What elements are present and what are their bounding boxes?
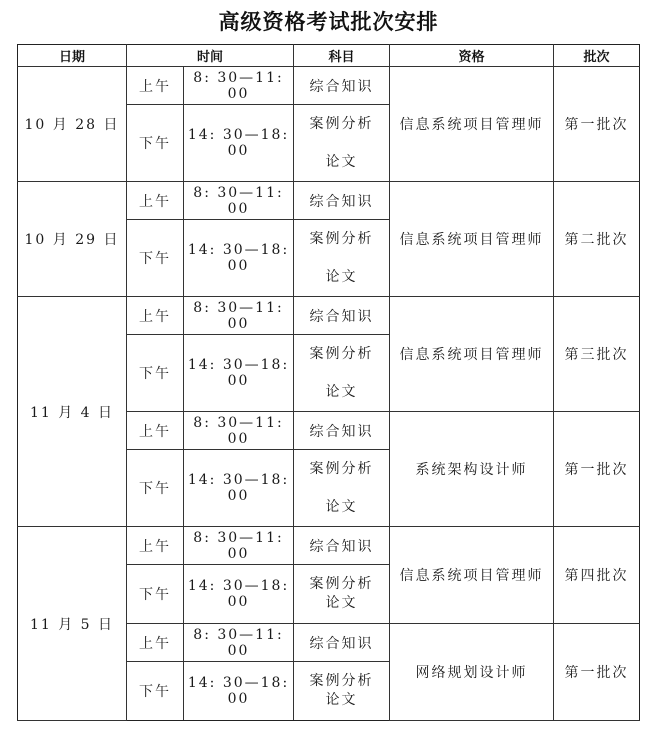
time-cell: 8: 30—11: 00	[184, 624, 294, 662]
header-subject: 科目	[294, 45, 390, 67]
qualification-cell: 系统架构设计师	[390, 412, 554, 527]
date-cell: 11 月 4 日	[18, 297, 127, 527]
header-batch: 批次	[554, 45, 640, 67]
subject-cell: 综合知识	[294, 527, 390, 565]
batch-cell: 第二批次	[554, 182, 640, 297]
table-row	[18, 182, 640, 220]
subject-line: 论文	[325, 595, 358, 611]
page-title: 高级资格考试批次安排	[218, 9, 439, 34]
time-cell: 14: 30—18: 00	[184, 565, 294, 624]
subject-cell	[294, 105, 390, 182]
subject-line: 案例分析	[309, 576, 374, 592]
time-cell: 14: 30—18: 00	[184, 450, 294, 527]
date-cell: 10 月 29 日	[18, 182, 127, 297]
period-cell: 上午	[127, 297, 184, 335]
qualification-cell: 信息系统项目管理师	[390, 297, 554, 412]
subject-cell	[294, 450, 390, 527]
time-cell: 8: 30—11: 00	[184, 297, 294, 335]
period-cell: 下午	[127, 565, 184, 624]
subject-cell: 综合知识	[294, 182, 390, 220]
subject-line: 论文	[325, 154, 358, 170]
period-cell: 上午	[127, 624, 184, 662]
batch-cell: 第一批次	[554, 412, 640, 527]
time-cell: 8: 30—11: 00	[184, 67, 294, 105]
period-cell: 下午	[127, 220, 184, 297]
subject-cell	[294, 335, 390, 412]
table-row	[18, 297, 640, 335]
subject-line: 论文	[325, 269, 358, 285]
time-cell: 14: 30—18: 00	[184, 220, 294, 297]
batch-cell: 第一批次	[554, 624, 640, 721]
time-cell: 8: 30—11: 00	[184, 182, 294, 220]
subject-cell: 综合知识	[294, 624, 390, 662]
subject-line: 案例分析	[309, 116, 374, 132]
qualification-cell: 网络规划设计师	[390, 624, 554, 721]
subject-line: 案例分析	[309, 346, 374, 362]
table-row	[18, 67, 640, 105]
subject-line: 论文	[325, 384, 358, 400]
time-cell: 14: 30—18: 00	[184, 662, 294, 721]
qualification-cell: 信息系统项目管理师	[390, 527, 554, 624]
time-cell: 8: 30—11: 00	[184, 527, 294, 565]
batch-cell: 第四批次	[554, 527, 640, 624]
period-cell: 上午	[127, 412, 184, 450]
qualification-cell: 信息系统项目管理师	[390, 182, 554, 297]
period-cell: 下午	[127, 662, 184, 721]
exam-schedule-table	[17, 44, 640, 721]
period-cell: 上午	[127, 182, 184, 220]
subject-line: 案例分析	[309, 461, 374, 477]
date-cell: 11 月 5 日	[18, 527, 127, 721]
period-cell: 下午	[127, 335, 184, 412]
date-cell: 10 月 28 日	[18, 67, 127, 182]
subject-line: 论文	[325, 692, 358, 708]
header-time: 时间	[127, 45, 294, 67]
qualification-cell: 信息系统项目管理师	[390, 67, 554, 182]
time-cell: 14: 30—18: 00	[184, 335, 294, 412]
subject-cell: 综合知识	[294, 67, 390, 105]
time-cell: 8: 30—11: 00	[184, 412, 294, 450]
subject-line: 案例分析	[309, 231, 374, 247]
period-cell: 下午	[127, 105, 184, 182]
subject-cell	[294, 662, 390, 721]
header-date: 日期	[18, 45, 127, 67]
subject-cell	[294, 565, 390, 624]
batch-cell: 第一批次	[554, 67, 640, 182]
header-row	[18, 45, 640, 67]
period-cell: 上午	[127, 527, 184, 565]
subject-line: 论文	[325, 499, 358, 515]
time-cell: 14: 30—18: 00	[184, 105, 294, 182]
table-row	[18, 527, 640, 565]
header-qualification: 资格	[390, 45, 554, 67]
period-cell: 上午	[127, 67, 184, 105]
period-cell: 下午	[127, 450, 184, 527]
subject-cell	[294, 220, 390, 297]
batch-cell: 第三批次	[554, 297, 640, 412]
subject-cell: 综合知识	[294, 412, 390, 450]
subject-cell: 综合知识	[294, 297, 390, 335]
subject-line: 案例分析	[309, 673, 374, 689]
